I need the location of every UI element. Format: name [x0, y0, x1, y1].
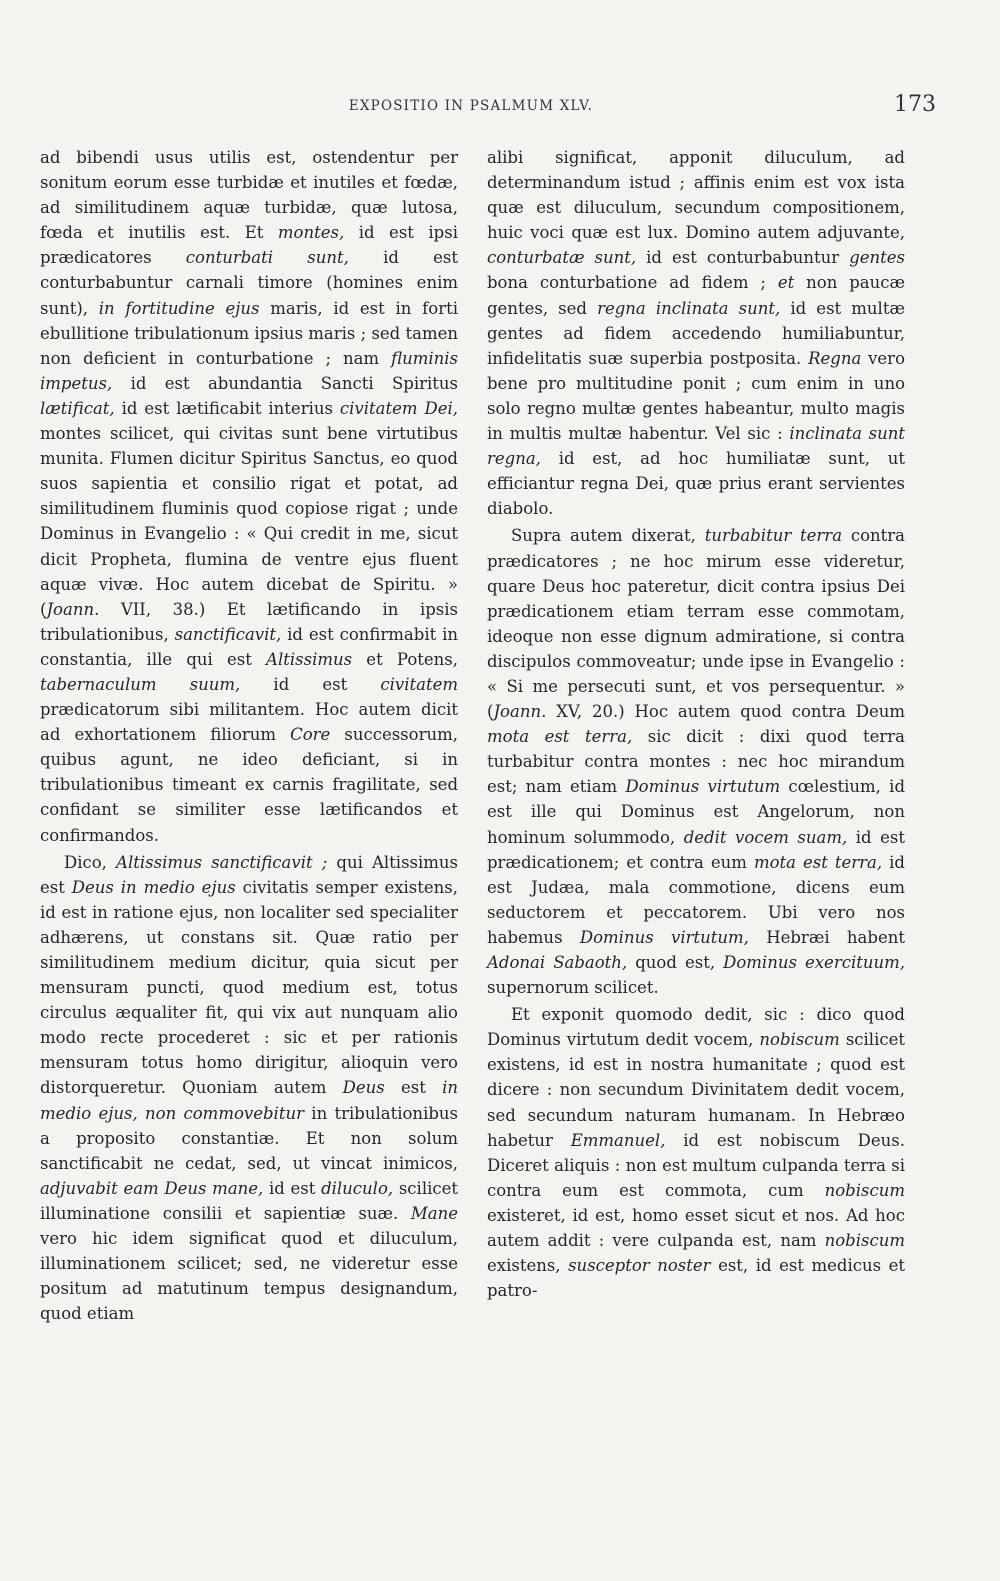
running-title: EXPOSITIO IN PSALMUM XLV.: [348, 98, 594, 114]
paragraph: alibi significat, apponit diluculum, ad determinandum istud ; affinis enim est vox ista quæ est diluculum, secundum compositionem, huic voci quæ est lux. Domino autem adjuvante, conturbatæ sunt, id est conturbabuntur gentes bona conturbatione ad fidem ; et non paucæ gentes, sed regna inclinata sunt, id est multæ gentes ad fidem accedendo humiliabuntur, infidelitatis suæ superbia postposita. Regna vero bene pro multitudine ponit ; cum enim in uno solo regno multæ gentes habeantur, multo magis in multis multæ habentur. Vel sic : inclinata sunt regna, id est, ad hoc humiliatæ sunt, ut efficiantur regna Dei, quæ prius erant servientes diabolo.: [487, 148, 906, 519]
paragraph: Et exponit quomodo dedit, sic : dico quod Dominus virtutum dedit vocem, nobiscum scilicet existens, id est in nostra humanitate ; quod est dicere : non secundum Divinitatem dedit vocem, sed secundum naturam humanam. In Hebræo habetur Emmanuel, id est nobiscum Deus. Diceret aliquis : non est multum culpanda terra si contra eum est commota, cum nobiscum existeret, id est, homo esset sicut et nos. Ad hoc autem addit : vere culpanda est, nam nobiscum existens, susceptor noster est, id est medicus et patro-: [487, 1005, 906, 1301]
paragraph: ad bibendi usus utilis est, ostendentur per sonitum eorum esse turbidæ et inutiles et fœdæ, ad similitudinem aquæ turbidæ, quæ lutosa, fœda et inutilis est. Et montes, id est ipsi prædicatores conturbati sunt, id est conturbabuntur carnali timore (homines enim sunt), in fortitudine ejus maris, id est in forti ebullitione tribulationum ipsius maris ; sed tamen non deficient in conturbatione ; nam fluminis impetus, id est abundantia Sancti Spiritus lætificat, id est lætificabit interius civitatem Dei, montes scilicet, qui civitas sunt bene virtutibus munita. Flumen dicitur Spiritus Sanctus, eo quod suos sapientia et consilio rigat et potat, ad similitudinem fluminis quod copiose rigat ; unde Dominus in Evangelio : « Qui credit in me, sicut dicit Propheta, flumina de ventre ejus fluent aquæ vivæ. Hoc autem dicebat de Spiritu. » (Joann. VII, 38.) Et lætificando in ipsis tribulationibus, sanctificavit, id est confirmabit in constantia, ille qui est Altissimus et Potens, tabernaculum suum, id est civitatem prædicatorum sibi militantem. Hoc autem dicit ad exhortationem filiorum Core successorum, quibus agunt, ne ideo deficiant, si in tribulationibus timeant ex carnis fragilitate, sed confidant se similiter esse lætificandos et confirmandos.: [40, 148, 459, 845]
page-header: [36, 92, 936, 126]
page-number: 173: [894, 92, 936, 117]
right-column: [487, 145, 905, 1303]
paragraph: Dico, Altissimus sanctificavit ; qui Altissimus est Deus in medio ejus civitatis semper existens, id est in ratione ejus, non localiter sed specialiter adhærens, ut constans sit. Quæ ratio per similitudinem medium dicitur, quia sicut per mensuram puncti, quod medium est, totus circulus æqualiter fit, qui vix aut nunquam alio modo recte procederet : sic et per rationis mensuram totus homo dirigitur, alioquin vero distorqueretur. Quoniam autem Deus est in medio ejus, non commovebitur in tribulationibus a proposito constantiæ. Et non solum sanctificabit ne cedat, sed, ut vincat inimicos, adjuvabit eam Deus mane, id est diluculo, scilicet illuminatione consilii et sapientiæ suæ. Mane vero hic idem significat quod et diluculum, illuminationem scilicet; sed, ne videretur esse positum ad matutinum tempus designandum, quod etiam: [40, 852, 459, 1324]
paragraph: Supra autem dixerat, turbabitur terra contra prædicatores ; ne hoc mirum esse videretur, quare Deus hoc pateretur, dicit contra ipsius Dei prædicationem etiam terram esse commotam, ideoque non esse dignum admiratione, si contra discipulos commoveatur; unde ipse in Evangelio : « Si me persecuti sunt, et vos persequentur. » (Joann. XV, 20.) Hoc autem quod contra Deum mota est terra, sic dicit : dixi quod terra turbabitur contra montes : nec hoc mirandum est; nam etiam Dominus virtutum cœlestium, id est ille qui Dominus est Angelorum, non hominum solummodo, dedit vocem suam, id est prædicationem; et contra eum mota est terra, id est Judæa, mala commotione, dicens eum seductorem et peccatorem. Ubi vero nos habemus Dominus virtutum, Hebræi habent Adonai Sabaoth, quod est, Dominus exercituum, supernorum scilicet.: [487, 526, 906, 998]
left-column: [40, 145, 458, 1326]
